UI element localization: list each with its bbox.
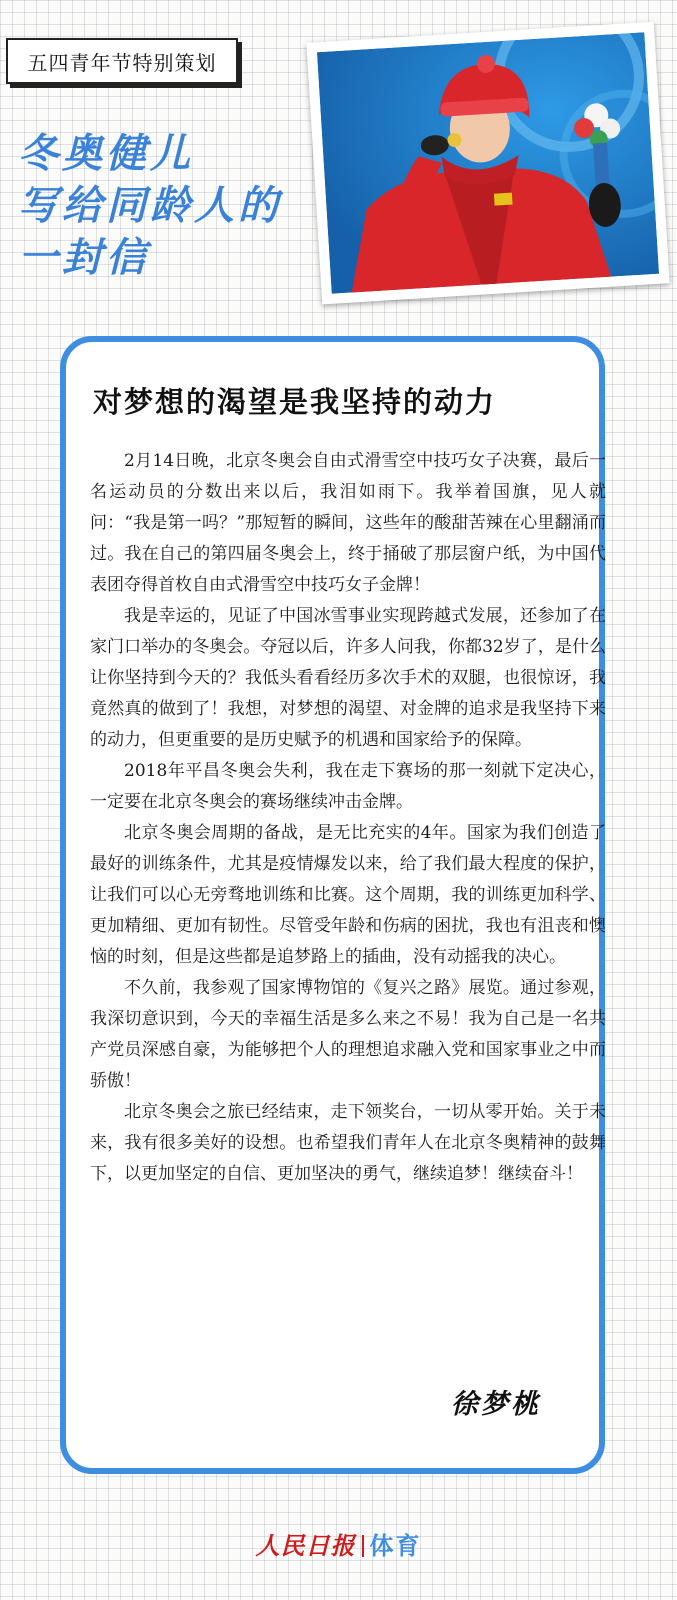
footer-divider xyxy=(362,1535,364,1557)
letter-paragraph-5: 不久前，我参观了国家博物馆的《复兴之路》展览。通过参观，我深切意识到，今天的幸福生活是多么来之不易！我为自己是一名共产党员深感自豪，为能够把个人的理想追求融入党和国家事业之中而骄傲！ xyxy=(90,978,606,1091)
letter-paragraph-1: 2月14日晚，北京冬奥会自由式滑雪空中技巧女子决赛，最后一名运动员的分数出来以后，我泪如雨下。我举着国旗，见人就问：“我是第一吗？”那短暂的瞬间，这些年的酸甜苦辣在心里翻涌而过。我在自己的第四届冬奥会上，终于捅破了那层窗户纸，为中国代表团夺得首枚自由式滑雪空中技巧女子金牌！ xyxy=(90,451,606,595)
letter-card xyxy=(60,336,605,1474)
letter-paragraph-2: 我是幸运的，见证了中国冰雪事业实现跨越式发展，还参加了在家门口举办的冬奥会。夺冠以后，许多人问我，你都32岁了，是什么让你坚持到今天的？我低头看看经历多次手术的双腿，也很惊讶，我竟然真的做到了！我想，对梦想的渴望、对金牌的追求是我坚持下来的动力，但更重要的是历史赋予的机遇和国家给予的保障。 xyxy=(90,606,606,750)
letter-paragraph-4: 北京冬奥会周期的备战，是无比充实的4年。国家为我们创造了最好的训练条件，尤其是疫情爆发以来，给了我们最大程度的保护，让我们可以心无旁骛地训练和比赛。这个周期，我的训练更加科学、更加精细、更加有韧性。尽管受年龄和伤病的困扰，我也有沮丧和懊恼的时刻，但是这些都是追梦路上的插曲，没有动摇我的决心。 xyxy=(90,823,606,967)
title-line-3: 一封信 xyxy=(18,235,150,281)
handwritten-title xyxy=(18,128,318,284)
letter-signature: 徐梦桃 xyxy=(451,1389,541,1420)
letter-paragraph-6: 北京冬奥会之旅已经结束，走下领奖台，一切从零开始。关于未来，我有很多美好的设想。也希望我们青年人在北京冬奥精神的鼓舞下，以更加坚定的自信、更加坚决的勇气，继续追梦！继续奋斗！ xyxy=(90,1102,606,1184)
letter-body xyxy=(90,446,606,1190)
special-feature-badge: 五四青年节特别策划 xyxy=(6,38,238,84)
footer-logo xyxy=(0,1526,677,1561)
athlete-photo xyxy=(306,22,669,305)
letter-paragraph-3: 2018年平昌冬奥会失利，我在走下赛场的那一刻就下定决心，一定要在北京冬奥会的赛场继续冲击金牌。 xyxy=(90,761,606,812)
brand-logo: 人民日报 xyxy=(255,1531,356,1560)
title-line-1: 冬奥健儿 xyxy=(18,131,194,177)
athlete-photo-icon xyxy=(317,32,659,294)
section-label: 体育 xyxy=(369,1532,422,1560)
letter-headline: 对梦想的渴望是我坚持的动力 xyxy=(93,385,497,419)
title-line-2: 写给同龄人的 xyxy=(18,183,282,229)
